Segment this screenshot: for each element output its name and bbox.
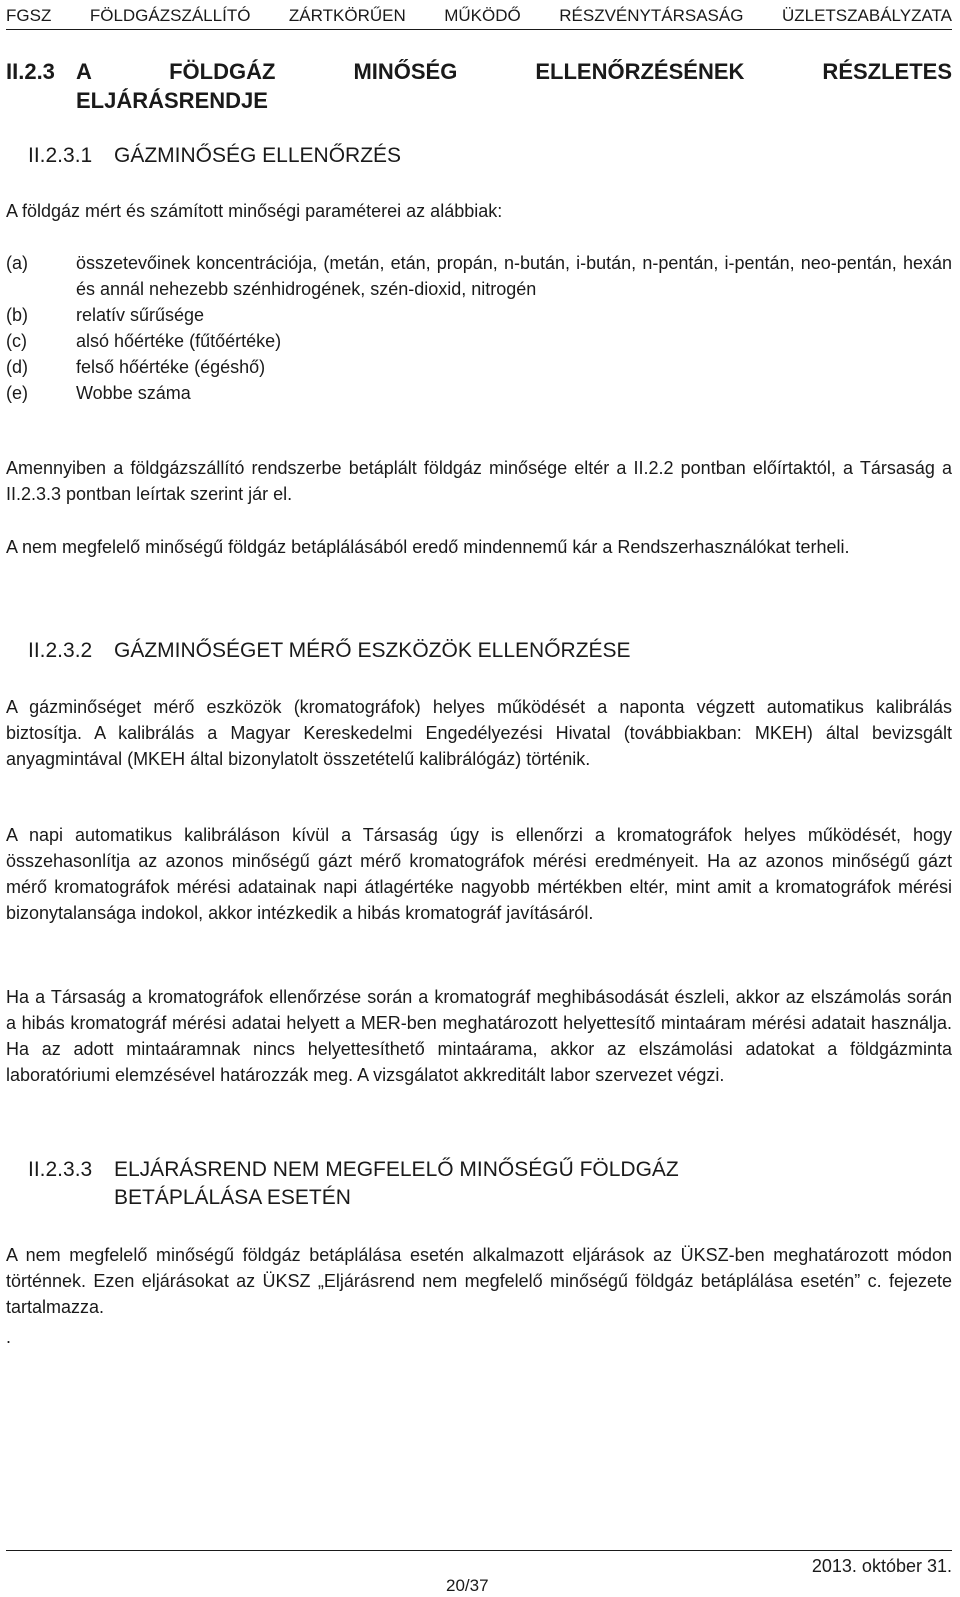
list-item-label: (e) (6, 383, 28, 403)
paragraph: A nem megfelelő minőségű földgáz betáplálásából eredő mindennemű kár a Rendszerhasználókat terheli. (6, 537, 850, 557)
subsection-number: II.2.3.3 (28, 1158, 93, 1181)
page-header: FGSZ FÖLDGÁZSZÁLLÍTÓ ZÁRTKÖRŰEN MŰKÖDŐ RÉSZVÉNYTÁRSASÁG ÜZLETSZABÁLYZATA (6, 6, 952, 25)
subsection-number: II.2.3.2 (28, 639, 93, 662)
subsection-title-line2: BETÁPLÁLÁSA ESETÉN (114, 1186, 351, 1209)
list-item (6, 250, 952, 302)
footer-rule (6, 1550, 952, 1551)
list-item-text: felső hőértéke (égéshő) (76, 357, 266, 377)
list-item-text: összetevőinek koncentrációja, (metán, etán, propán, n-bután, i-bután, n-pentán, i-pentán, neo-pentán, hexán és annál nehezebb szénhidrogének, szén-dioxid, nitrogén (76, 253, 952, 299)
list-item (6, 380, 952, 406)
section-title-line2: ELJÁRÁSRENDJE (76, 88, 268, 113)
subsection-heading-3 (28, 1156, 679, 1212)
list-item-text: relatív sűrűsége (76, 305, 205, 325)
document-page (6, 0, 952, 1595)
intro-paragraph: A földgáz mért és számított minőségi paraméterei az alábbiak: (6, 201, 503, 221)
paragraph: A napi automatikus kalibráláson kívül a Társaság úgy is ellenőrzi a kromatográfok helyes működését, hogy összehasonlítja az azonos minőségű gázt mérő kromatográfok mérési eredményeit. Ha az azonos minőségű gázt mérő kromatográfok mérési adatainak napi átlagértéke nagyobb mértékben eltér, mint amit a kromatográfok mérési bizonytalansága indokol, akkor intézkedik a hibás kromatográf javításáról. (6, 825, 952, 923)
section-number: II.2.3 (6, 59, 55, 84)
list-item-label: (a) (6, 253, 28, 273)
list-item-text: alsó hőértéke (fűtőértéke) (76, 331, 282, 351)
list-item-label: (d) (6, 357, 28, 377)
subsection-number: II.2.3.1 (28, 144, 93, 167)
paragraph: Amennyiben a földgázszállító rendszerbe betáplált földgáz minősége eltér a II.2.2 pontban előírtaktól, a Társaság a II.2.3.3 pontban leírtak szerint jár el. (6, 458, 952, 504)
paragraph: A nem megfelelő minőségű földgáz betáplálása esetén alkalmazott eljárások az ÜKSZ-ben meghatározott módon történnek. Ezen eljárásokat az ÜKSZ „Eljárásrend nem megfelelő minőségű földgáz betáplálása esetén” c. fejezete tartalmazza. (6, 1245, 952, 1317)
list-item (6, 328, 952, 354)
subsection-title: GÁZMINŐSÉGET MÉRŐ ESZKÖZÖK ELLENŐRZÉSE (114, 639, 631, 662)
parameter-list (6, 250, 952, 406)
subsection-title-line1: ELJÁRÁSREND NEM MEGFELELŐ MINŐSÉGŰ FÖLDGÁZ (114, 1158, 679, 1181)
list-item-label: (b) (6, 305, 28, 325)
page-number: 20/37 (446, 1576, 489, 1595)
paragraph: A gázminőséget mérő eszközök (kromatográfok) helyes működését a naponta végzett automatikus kalibrálás biztosítja. A kalibrálás a Magyar Kereskedelmi Engedélyezési Hivatal (továbbiakban: MKEH) által bevizsgált anyagmintával (MKEH által bizonylatolt összetételű kalibrálógáz) történik. (6, 697, 952, 769)
header-rule (6, 29, 952, 30)
footer-date: 2013. október 31. (811, 1556, 952, 1576)
list-item-text: Wobbe száma (76, 383, 191, 403)
list-item-label: (c) (6, 331, 27, 351)
subsection-heading-2 (28, 637, 631, 665)
subsection-title: GÁZMINŐSÉG ELLENŐRZÉS (114, 144, 402, 167)
paragraph: Ha a Társaság a kromatográfok ellenőrzése során a kromatográf meghibásodását észleli, akkor az elszámolás során a hibás kromatográf mérési adatai helyett a MER-ben meghatározott helyettesítő mintaáram mérési adatait használja. Ha az adott mintaáramnak nincs helyettesíthető mintaárama, akkor az elszámolási adatokat a földgázminta laboratóriumi elemzésével határozzák meg. A vizsgálatot akkreditált labor szervezet végzi. (6, 987, 952, 1085)
list-item (6, 354, 952, 380)
list-item (6, 302, 952, 328)
section-title-line1: A FÖLDGÁZ MINŐSÉG ELLENŐRZÉSÉNEK RÉSZLETES (76, 59, 952, 84)
trailing-mark: . (6, 1327, 12, 1347)
subsection-heading-1 (28, 142, 401, 170)
